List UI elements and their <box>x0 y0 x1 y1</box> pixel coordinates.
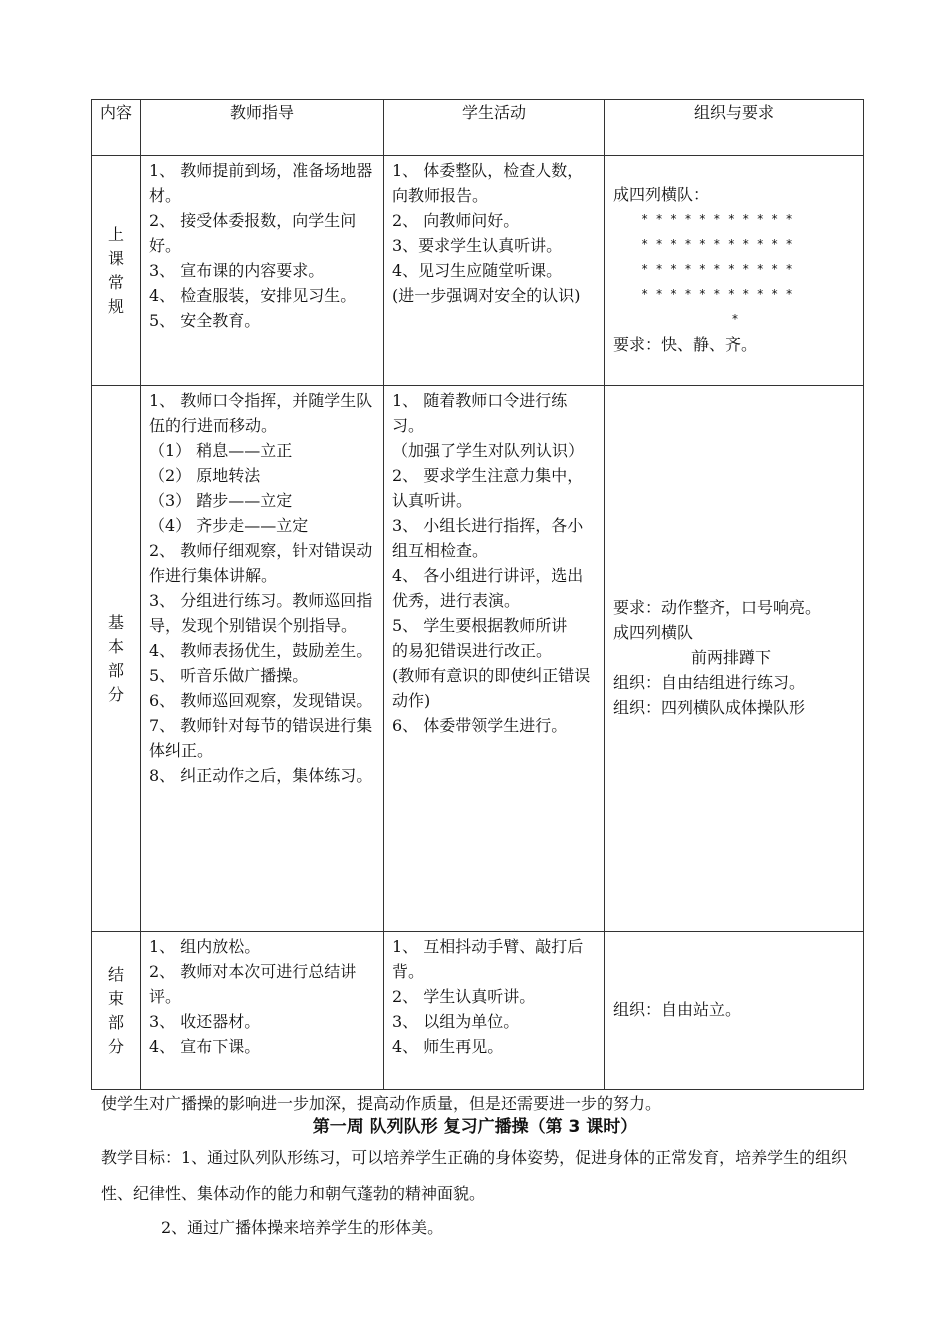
org-cell: 组织：自由站立。 <box>605 932 864 1090</box>
student-cell: 1、 随着教师口令进行练习。 （加强了学生对队列认识） 2、 要求学生注意力集中，认真听讲。 3、 小组长进行指挥，各小组互相检查。 4、 各小组进行讲评，选出优秀，进行表演。 5、 学生要根据教师所讲 的易犯错误进行改正。 (教师有意识的即使纠正错误动作) 6、 体委带领学生进行。 <box>384 386 605 932</box>
table-header-row <box>92 100 864 156</box>
teaching-goal-2: 2、通过广播体操来培养学生的形体美。 <box>161 1218 444 1237</box>
row-title: 结束部分 <box>92 932 141 1090</box>
formation-stars: * * * * * * * * * * * <box>641 262 793 276</box>
student-cell: 1、 体委整队，检查人数，向教师报告。 2、 向教师问好。 3、要求学生认真听讲。 4、见习生应随堂听课。 (进一步强调对安全的认识) <box>384 156 605 386</box>
teaching-goal-1: 教学目标：1、通过队列队形练习，可以培养学生正确的身体姿势，促进身体的正常发育，培养学生的组织性、纪律性、集体动作的能力和朝气蓬勃的精神面貌。 <box>101 1148 848 1203</box>
header-content: 内容 <box>92 100 141 156</box>
teacher-cell: 1、 组内放松。 2、 教师对本次可进行总结讲评。 3、 收还器材。 4、 宣布下课。 <box>141 932 384 1090</box>
formation-stars: * * * * * * * * * * * <box>641 212 793 226</box>
after-table-text: 使学生对广播操的影响进一步加深，提高动作质量，但是还需要进一步的努力。 <box>101 1094 662 1113</box>
student-cell: 1、 互相抖动手臂、敲打后背。 2、 学生认真听讲。 3、 以组为单位。 4、 师生再见。 <box>384 932 605 1090</box>
row-title: 上课常规 <box>92 156 141 386</box>
table-row <box>92 932 864 1090</box>
teacher-star: * <box>731 312 739 326</box>
org-cell: 要求：动作整齐，口号响亮。 成四列横队 前两排蹲下 组织：自由结组进行练习。 组织：四列横队成体操队形 <box>605 386 864 932</box>
org-cell: 成四列横队： * * * * * * * * * * * * * * * * * * * * * * * * * * * * * * * * * * * * * * * * * * * * * 要求：快、静、齐。 <box>605 156 864 386</box>
header-org: 组织与要求 <box>605 100 864 156</box>
row-title: 基本部分 <box>92 386 141 932</box>
header-student: 学生活动 <box>384 100 605 156</box>
teacher-cell: 1、 教师提前到场，准备场地器材。 2、 接受体委报数，向学生问好。 3、 宣布课的内容要求。 4、 检查服装，安排见习生。 5、 安全教育。 <box>141 156 384 386</box>
table-row <box>92 156 864 386</box>
table-row <box>92 386 864 932</box>
formation-stars: * * * * * * * * * * * <box>641 237 793 251</box>
lesson-heading: 第一周 队列队形 复习广播操（第 3 课时） <box>312 1117 638 1137</box>
lesson-table <box>91 99 864 1090</box>
header-teacher: 教师指导 <box>141 100 384 156</box>
teacher-cell: 1、 教师口令指挥，并随学生队伍的行进而移动。 （1） 稍息——立正 （2） 原地转法 （3） 踏步——立定 （4） 齐步走——立定 2、 教师仔细观察，针对错误动作进行集体讲解。 3、 分组进行练习。教师巡回指导，发现个别错误个别指导。 4、 教师表扬优生，鼓励差生。 5、 听音乐做广播操。 6、 教师巡回观察，发现错误。 7、 教师针对每节的错误进行集体纠正。 8、 纠正动作之后，集体练习。 <box>141 386 384 932</box>
formation-stars: * * * * * * * * * * * <box>641 287 793 301</box>
